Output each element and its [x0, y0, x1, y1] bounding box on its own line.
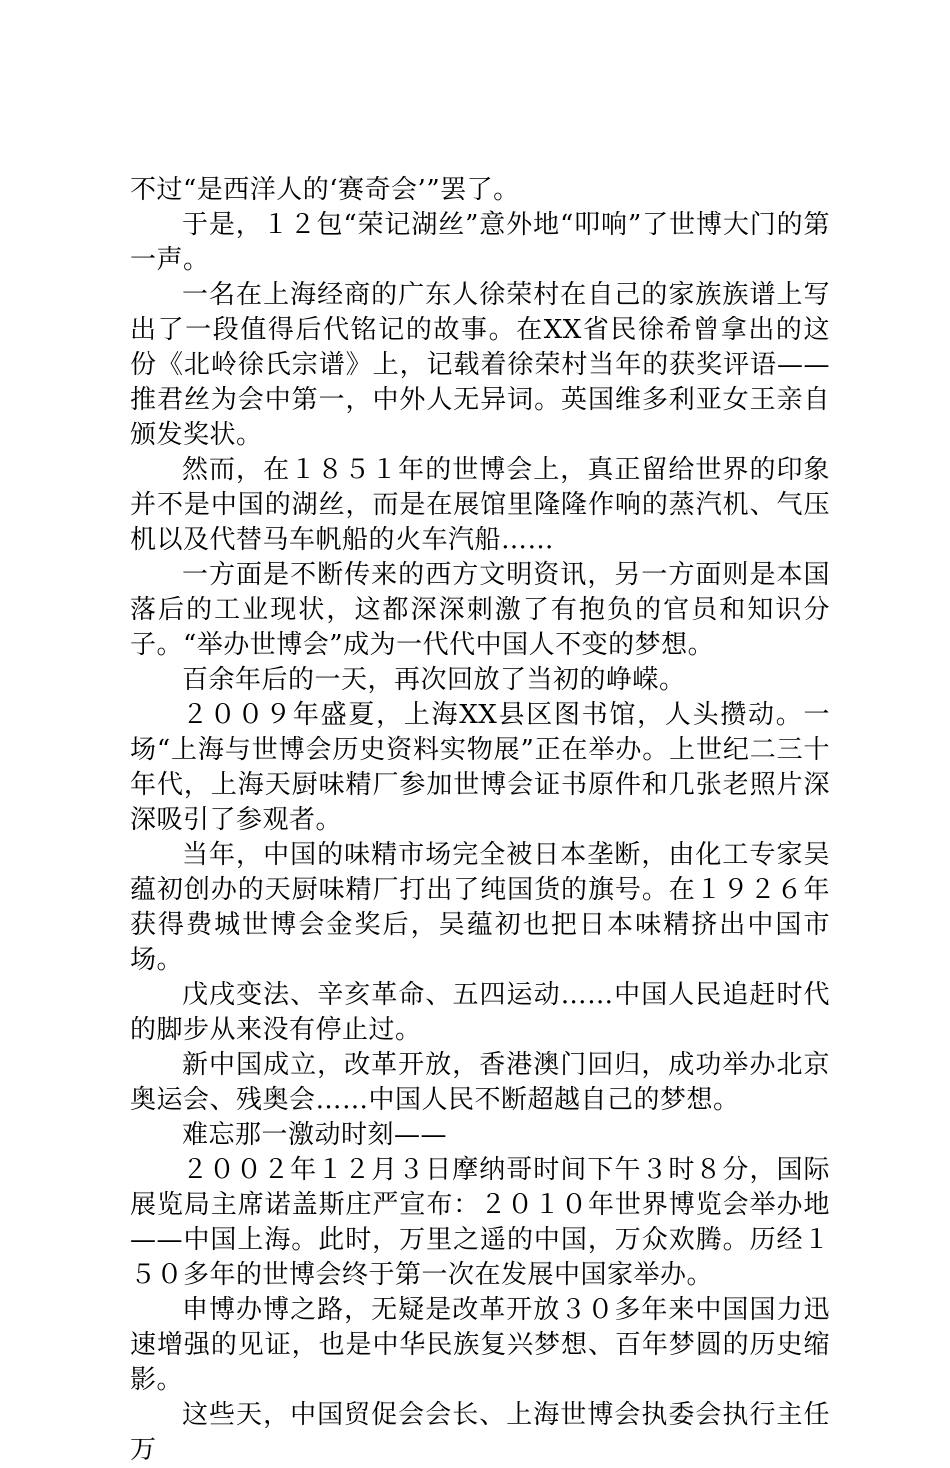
- paragraph-9: 戊戌变法、辛亥革命、五四运动……中国人民追赶时代的脚步从来没有停止过。: [130, 980, 830, 1045]
- document-page: [130, 173, 830, 1468]
- paragraph-4: 然而，在１８５１年的世博会上，真正留给世界的印象并不是中国的湖丝，而是在展馆里隆隆作响的蒸汽机、气压机以及代替马车帆船的火车汽船……: [130, 455, 830, 555]
- paragraph-12: ２００２年１２月３日摩纳哥时间下午３时８分，国际展览局主席诺盖斯庄严宣布：２０１０年世界博览会举办地——中国上海。此时，万里之遥的中国，万众欢腾。历经１５０多年的世博会终于第一次在发展中国家举办。: [130, 1155, 830, 1290]
- paragraph-6: 百余年后的一天，再次回放了当初的峥嵘。: [182, 665, 686, 695]
- paragraph-11: 难忘那一激动时刻——: [182, 1120, 448, 1150]
- paragraph-13: 申博办博之路，无疑是改革开放３０多年来中国国力迅速增强的见证，也是中华民族复兴梦想、百年梦圆的历史缩影。: [130, 1295, 830, 1395]
- paragraph-1: 不过“是西洋人的‘赛奇会’”罢了。: [130, 175, 520, 205]
- paragraph-8: 当年，中国的味精市场完全被日本垄断，由化工专家吴蕴初创办的天厨味精厂打出了纯国货的旗号。在１９２６年获得费城世博会金奖后，吴蕴初也把日本味精挤出中国市场。: [130, 840, 830, 975]
- paragraph-7: ２００９年盛夏，上海XX县区图书馆，人头攒动。一场“上海与世博会历史资料实物展”正在举办。上世纪二三十年代，上海天厨味精厂参加世博会证书原件和几张老照片深深吸引了参观者。: [130, 700, 830, 835]
- paragraph-14: 这些天，中国贸促会会长、上海世博会执委会执行主任万: [130, 1400, 830, 1465]
- paragraph-10: 新中国成立，改革开放，香港澳门回归，成功举办北京奥运会、残奥会……中国人民不断超越自己的梦想。: [130, 1050, 830, 1115]
- paragraph-2: 于是，１２包“荣记湖丝”意外地“叩响”了世博大门的第一声。: [130, 210, 830, 275]
- paragraph-5: 一方面是不断传来的西方文明资讯，另一方面则是本国落后的工业现状，这都深深刺激了有抱负的官员和知识分子。“举办世博会”成为一代代中国人不变的梦想。: [130, 560, 830, 660]
- paragraph-3: 一名在上海经商的广东人徐荣村在自己的家族族谱上写出了一段值得后代铭记的故事。在XX省民徐希曾拿出的这份《北岭徐氏宗谱》上，记载着徐荣村当年的获奖评语——推君丝为会中第一，中外人无异词。英国维多利亚女王亲自颁发奖状。: [130, 280, 830, 450]
